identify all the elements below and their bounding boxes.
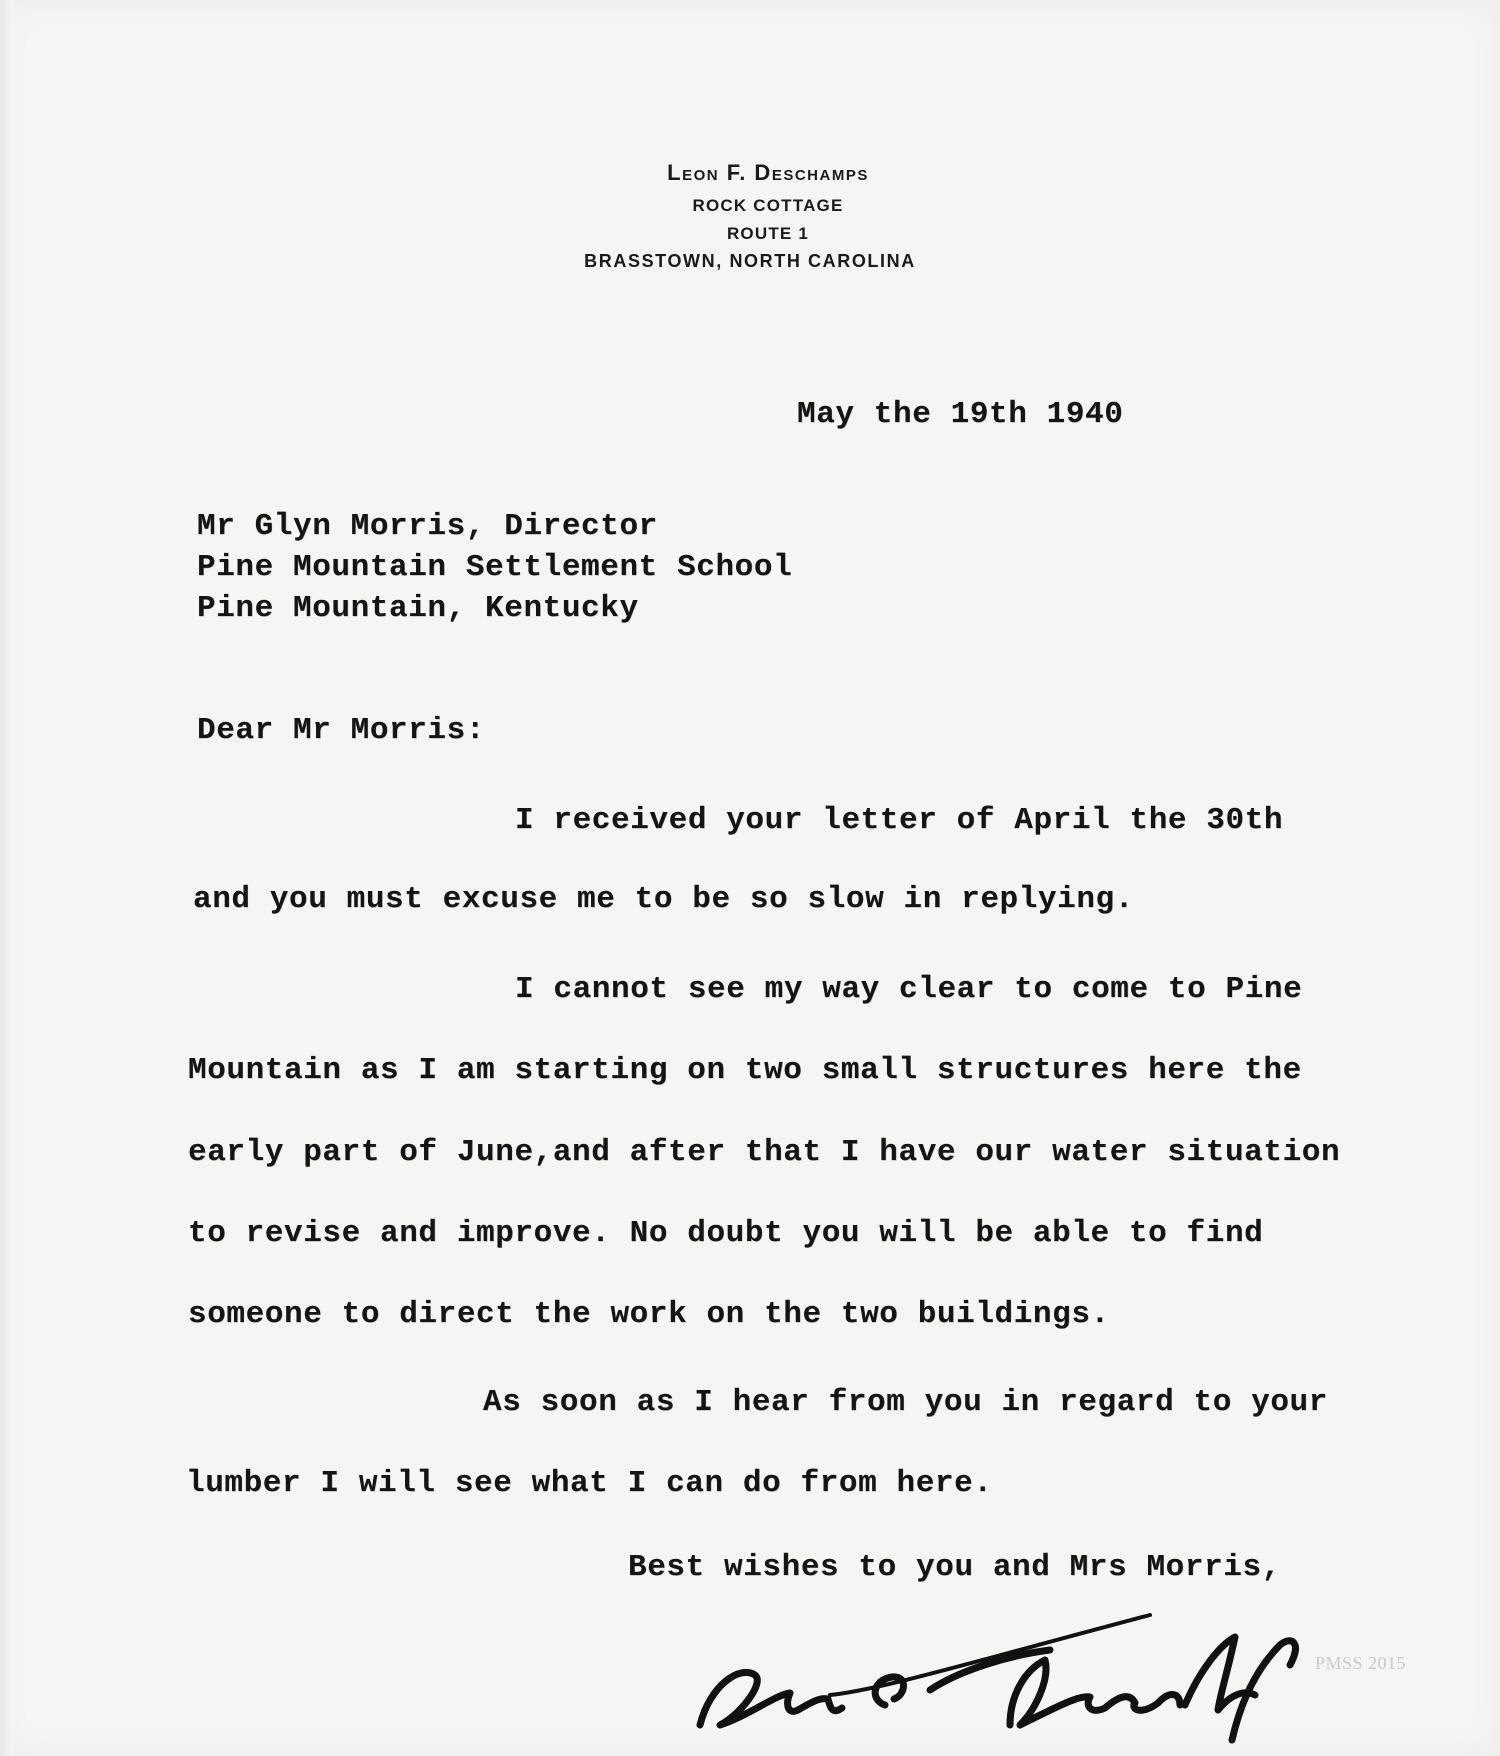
salutation: Dear Mr Morris: — [197, 713, 486, 748]
body-line: and you must excuse me to be so slow in replying. — [193, 882, 1134, 917]
body-line: lumber I will see what I can do from here. — [186, 1466, 993, 1501]
closing: Best wishes to you and Mrs Morris, — [628, 1550, 1281, 1585]
body-line: to revise and improve. No doubt you will be able to find — [188, 1216, 1264, 1251]
letterhead-name: Leon F. Deschamps — [667, 160, 869, 185]
handwritten-signature — [680, 1575, 1340, 1745]
body-line: I cannot see my way clear to come to Pine — [515, 972, 1303, 1007]
body-line: early part of June,and after that I have our water situation — [188, 1135, 1341, 1170]
recipient-line-1: Mr Glyn Morris, Director — [197, 509, 658, 544]
letter-date: May the 19th 1940 — [797, 397, 1124, 432]
recipient-line-3: Pine Mountain, Kentucky — [197, 591, 639, 626]
recipient-line-2: Pine Mountain Settlement School — [197, 550, 793, 585]
body-line: someone to direct the work on the two buildings. — [188, 1297, 1110, 1332]
letterhead-line-3: BRASSTOWN, NORTH CAROLINA — [584, 251, 916, 271]
letterhead-line-1: ROCK COTTAGE — [692, 196, 844, 215]
body-line: As soon as I hear from you in regard to your — [483, 1385, 1328, 1420]
body-line: Mountain as I am starting on two small structures here the — [188, 1053, 1302, 1088]
archive-watermark: PMSS 2015 — [1315, 1653, 1407, 1673]
body-line: I received your letter of April the 30th — [515, 803, 1284, 838]
letterhead-line-2: ROUTE 1 — [726, 224, 810, 243]
